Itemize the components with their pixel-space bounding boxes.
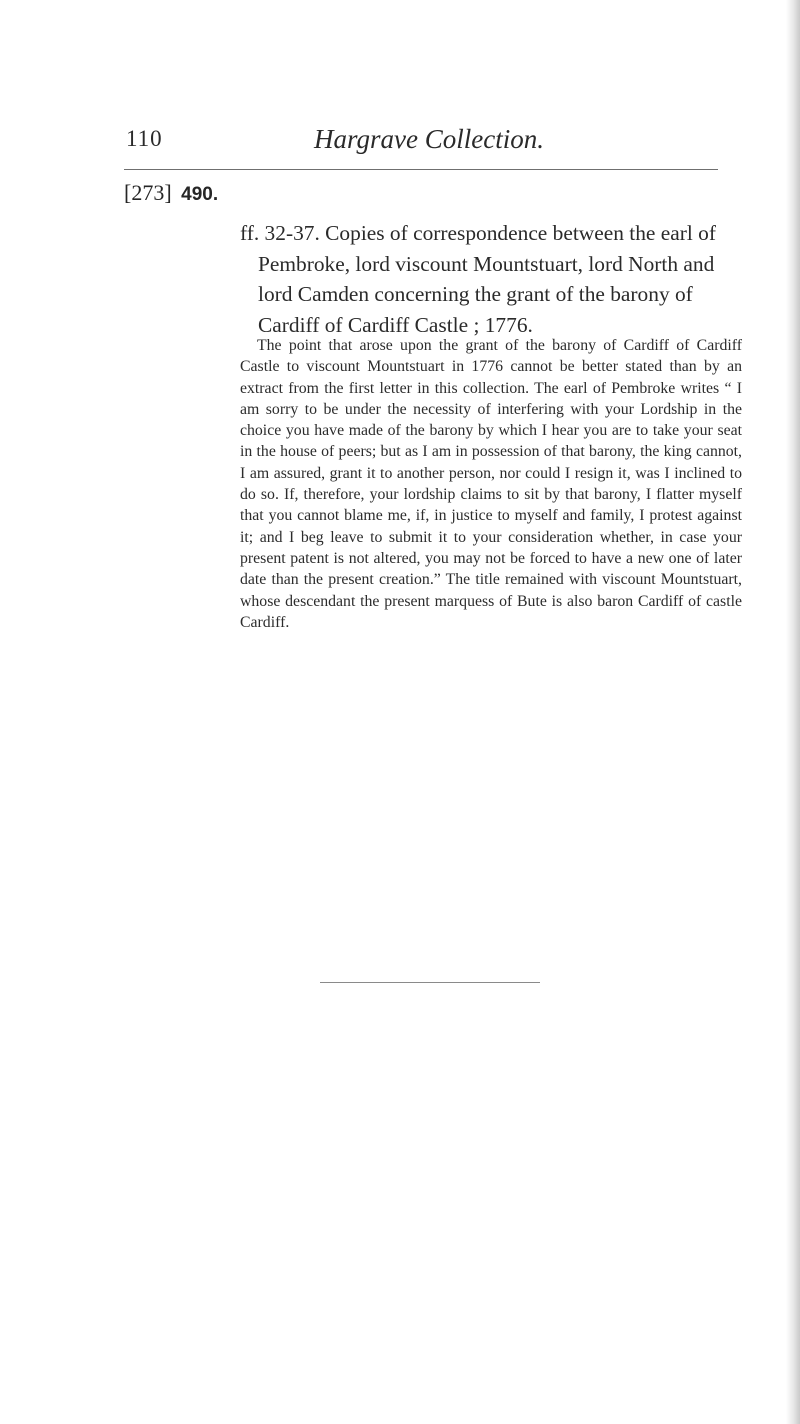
page-edge-shadow — [786, 0, 800, 1424]
end-rule — [320, 982, 540, 983]
running-title: Hargrave Collection. — [314, 124, 544, 154]
header-rule — [124, 169, 718, 170]
entry-body: The point that arose upon the grant of the barony of Cardiff of Cardiff Castle to viscount Mountstuart in 1776 cannot be better stated than by an extract from the first letter in this collection. The earl of Pembroke writes “ I am sorry to be under the necessity of interfering with your Lordship in the choice you have made of the barony by which I hear you are to take your seat in the house of peers; but as I am in possession of that barony, the king cannot, I am assured, grant it to another person, nor could I resign it, was I inclined to do so. If, therefore, your lordship claims to sit by that barony, I flatter myself that you cannot blame me, if, in justice to myself and family, I protest against it; and I beg leave to submit it to your consideration whether, in case your present patent is not altered, you may not be forced to have a new one of later date than the present creation.” The title remained with viscount Mountstuart, whose descendant the present marquess of Bute is also baron Cardiff of castle Cardiff. — [240, 337, 742, 631]
entry-number: 490. — [181, 184, 219, 205]
entry-reference — [124, 180, 218, 206]
entry-bracket-number: [273] — [124, 180, 172, 205]
entry-heading: ff. 32-37. Copies of correspondence between the earl of Pembroke, lord viscount Mountstuart, lord North and lord Camden concerning the grant of the barony of Cardiff of Cardiff Castle ; 1776. — [240, 221, 716, 337]
page-number: 110 — [126, 126, 163, 151]
